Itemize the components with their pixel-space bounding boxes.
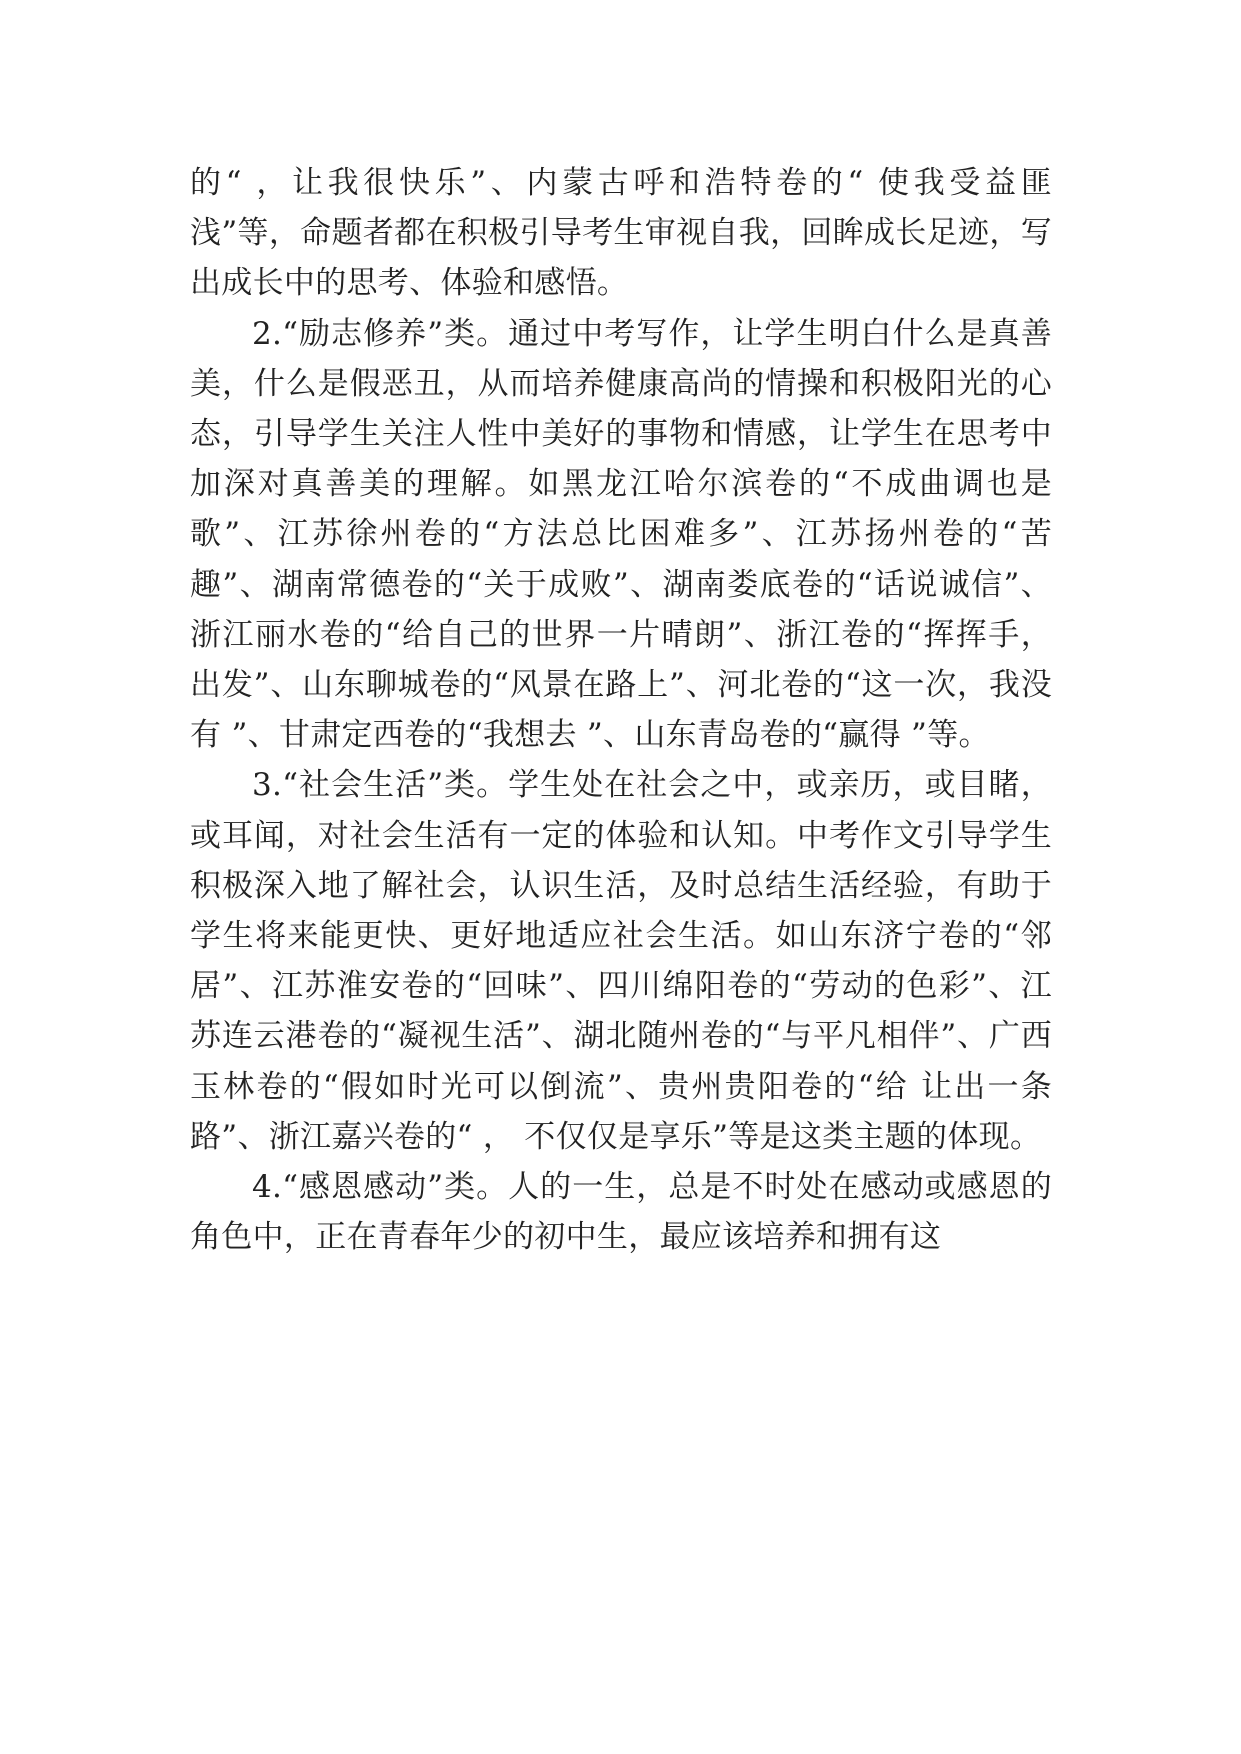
body-text [190,158,1052,1262]
paragraph-1-continued: 的“ ，让我很快乐”、内蒙古呼和浩特卷的“ 使我受益匪浅”等，命题者都在积极引导考生审视自我，回眸成长足迹，写出成长中的思考、体验和感悟。 [190,165,1052,302]
paragraph-3-social-life: 3.“社会生活”类。学生处在社会之中，或亲历，或目睹，或耳闻，对社会生活有一定的体验和认知。中考作文引导学生积极深入地了解社会，认识生活，及时总结生活经验，有助于学生将来能更快、更好地适应社会生活。如山东济宁卷的“邻居”、江苏淮安卷的“回味”、四川绵阳卷的“劳动的色彩”、江苏连云港卷的“凝视生活”、湖北随州卷的“与平凡相伴”、广西玉林卷的“假如时光可以倒流”、贵州贵阳卷的“给 让出一条路”、浙江嘉兴卷的“ ， 不仅仅是享乐”等是这类主题的体现。 [190,767,1052,1155]
paragraph-4-gratitude: 4.“感恩感动”类。人的一生，总是不时处在感动或感恩的角色中，正在青春年少的初中生，最应该培养和拥有这 [190,1169,1052,1256]
paragraph-2-motivation: 2.“励志修养”类。通过中考写作，让学生明白什么是真善美，什么是假恶丑，从而培养健康高尚的情操和积极阳光的心态，引导学生关注人性中美好的事物和情感，让学生在思考中加深对真善美的理解。如黑龙江哈尔滨卷的“不成曲调也是歌”、江苏徐州卷的“方法总比困难多”、江苏扬州卷的“苦趣”、湖南常德卷的“关于成败”、湖南娄底卷的“话说诚信”、浙江丽水卷的“给自己的世界一片晴朗”、浙江卷的“挥挥手，出发”、山东聊城卷的“风景在路上”、河北卷的“这一次，我没有 ”、甘肃定西卷的“我想去 ”、山东青岛卷的“赢得 ”等。 [190,315,1052,754]
